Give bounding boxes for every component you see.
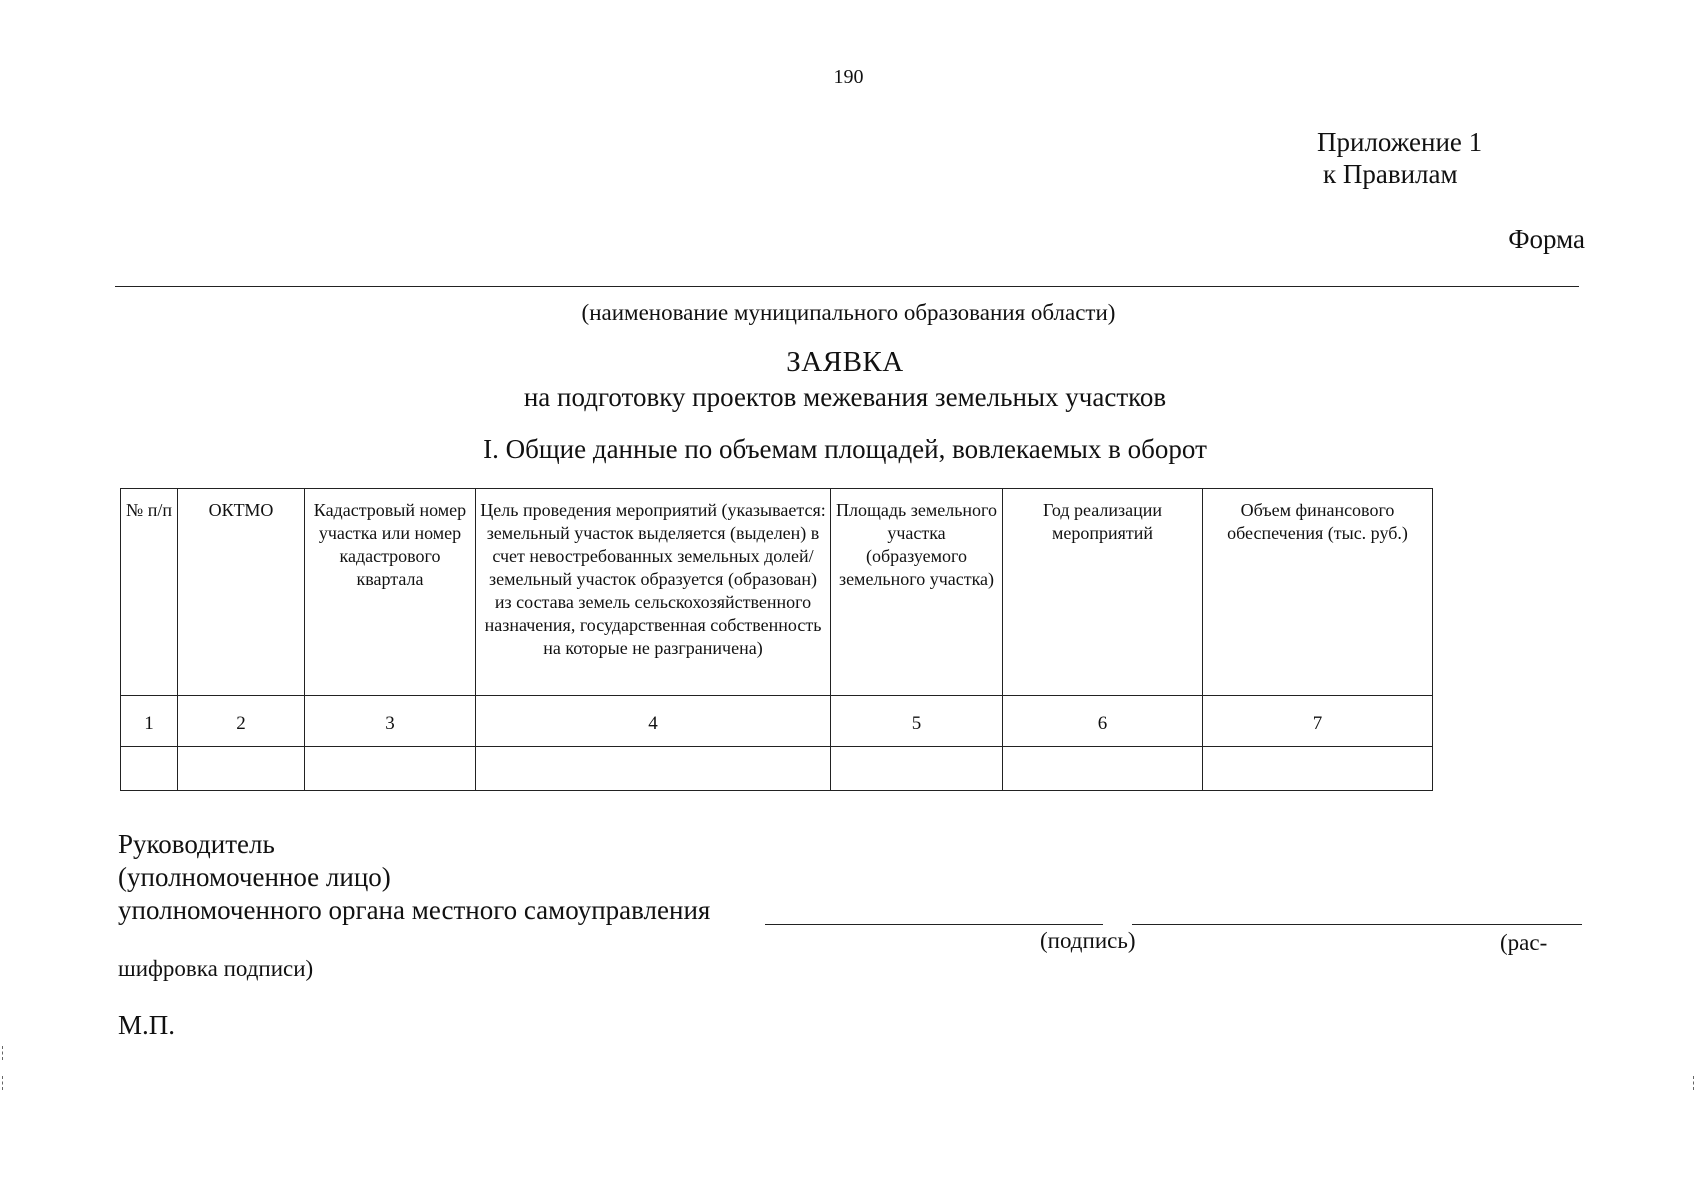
section-title: I. Общие данные по объемам площадей, вовлекаемых в оборот — [483, 434, 1207, 464]
signature-decoding-caption-part-1: (рас- — [1500, 930, 1548, 955]
seal-placeholder: М.П. — [118, 1010, 176, 1040]
column-number: 3 — [305, 696, 476, 747]
municipality-name-line — [115, 286, 1579, 287]
signature-decoding-caption-part-2: шифровка подписи) — [118, 956, 314, 981]
form-label: Форма — [1508, 224, 1585, 254]
header-year: Год реализации мероприятий — [1003, 489, 1203, 696]
empty-cell — [831, 747, 1003, 791]
empty-cell — [305, 747, 476, 791]
empty-cell — [178, 747, 305, 791]
scan-edge-mark — [2, 1046, 3, 1060]
signatory-line-1: Руководитель — [118, 829, 275, 859]
empty-cell — [1003, 747, 1203, 791]
appendix-line-1: Приложение 1 — [1317, 127, 1483, 157]
signatory-line-3: уполномоченного органа местного самоуправления — [118, 895, 711, 925]
column-number: 1 — [121, 696, 178, 747]
table-header-row — [121, 489, 1433, 696]
document-subtitle: на подготовку проектов межевания земельных участков — [523, 382, 1167, 412]
header-purpose: Цель проведения мероприятий (указывается: земельный участок выделяется (выделен) в счет невостребованных земельных долей/земельный участок образуется (образован) из состава земель сельскохозяйственного назначения, государственная собственность на которые не разграничена) — [476, 489, 831, 696]
signatory-block — [118, 828, 710, 927]
signature-field-line — [765, 924, 1103, 925]
scan-edge-mark — [2, 1076, 3, 1090]
appendix-line-2: к Правилам — [1323, 159, 1458, 189]
header-cadastral-number: Кадастровый номер участка или номер кадастрового квартала — [305, 489, 476, 696]
header-oktmo: ОКТМО — [178, 489, 305, 696]
column-number: 4 — [476, 696, 831, 747]
column-number: 2 — [178, 696, 305, 747]
table-row — [121, 747, 1433, 791]
land-data-table — [120, 488, 1433, 791]
appendix-reference — [1317, 126, 1482, 190]
signature-decoding-field-line — [1132, 924, 1582, 925]
municipality-caption: (наименование муниципального образования области) — [581, 300, 1116, 325]
empty-cell — [476, 747, 831, 791]
signatory-line-2: (уполномоченное лицо) — [118, 862, 391, 892]
document-title: ЗАЯВКА — [786, 346, 904, 378]
empty-cell — [1203, 747, 1433, 791]
column-number: 6 — [1003, 696, 1203, 747]
empty-cell — [121, 747, 178, 791]
scan-edge-mark — [1693, 1076, 1694, 1090]
header-number: № п/п — [121, 489, 178, 696]
header-area: Площадь земельного участка (образуемого земельного участка) — [831, 489, 1003, 696]
header-funding: Объем финансового обеспечения (тыс. руб.) — [1203, 489, 1433, 696]
column-number: 5 — [831, 696, 1003, 747]
column-number-row — [121, 696, 1433, 747]
column-number: 7 — [1203, 696, 1433, 747]
page-number: 190 — [833, 66, 864, 88]
signature-caption: (подпись) — [1040, 928, 1136, 953]
